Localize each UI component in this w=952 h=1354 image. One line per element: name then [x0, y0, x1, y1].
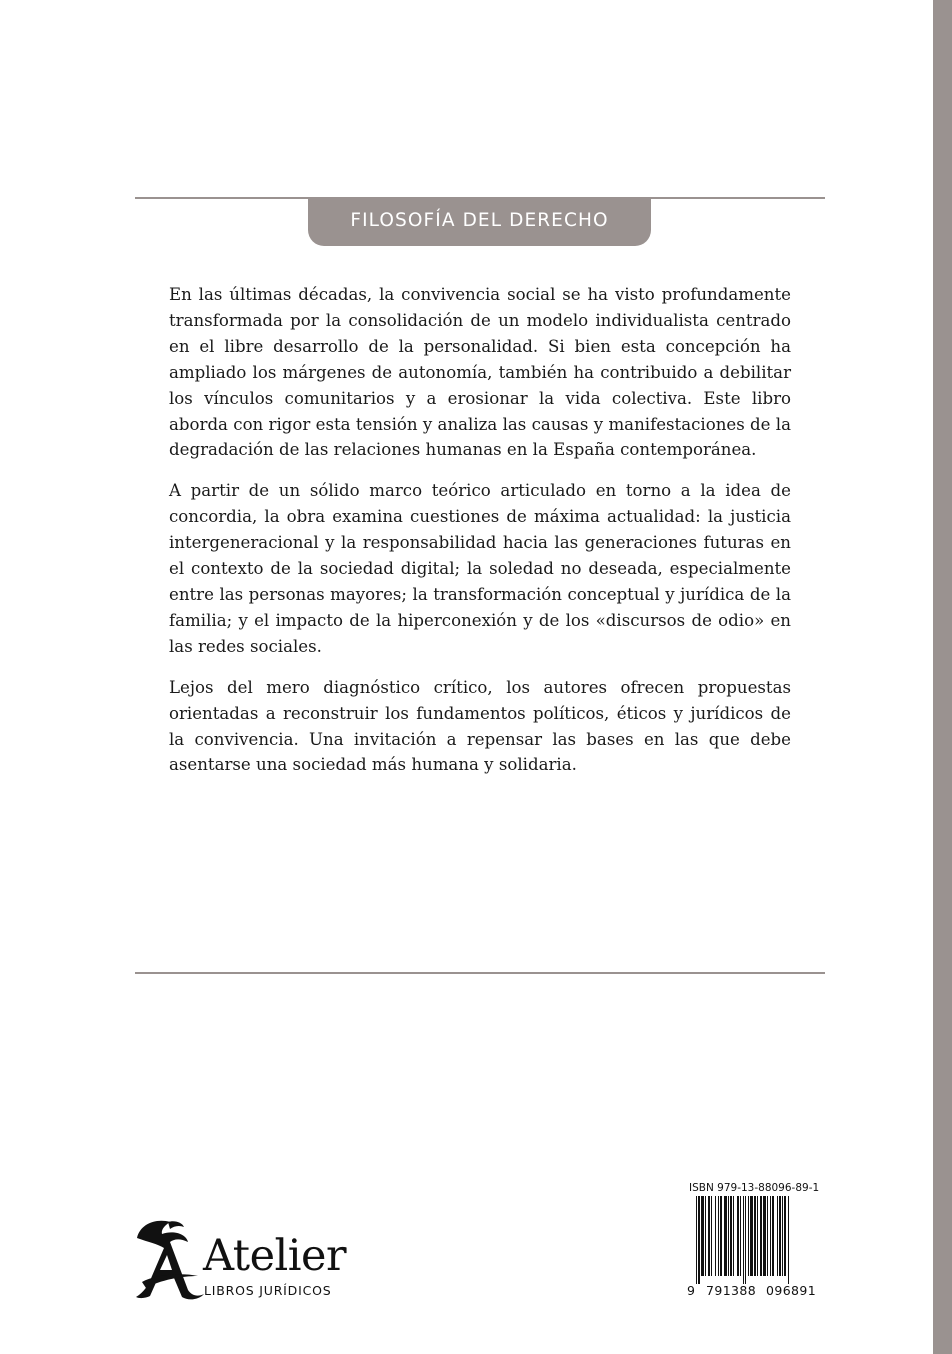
category-tab [308, 197, 651, 246]
atelier-a-logo-icon [134, 1218, 208, 1300]
barcode-bar [720, 1196, 722, 1276]
barcode-bar [724, 1196, 727, 1276]
barcode-bar [770, 1196, 771, 1276]
barcode-bar [757, 1196, 758, 1276]
barcode-bar [740, 1196, 741, 1276]
publisher-logo [134, 1218, 354, 1302]
publisher-name: Atelier [203, 1231, 347, 1281]
barcode-digits-left: 791388 [706, 1283, 757, 1298]
barcode-bar [733, 1196, 734, 1276]
publisher-subtitle: LIBROS JURÍDICOS [204, 1283, 332, 1298]
barcode-bar [743, 1196, 744, 1284]
isbn-barcode-block [688, 1182, 825, 1300]
bottom-divider [135, 972, 825, 974]
synopsis-paragraph-2: A partir de un sólido marco teórico articulado en torno a la idea de concordia, la obra examina cuestiones de máxima actualidad: la justicia intergeneracional y la responsabilidad hacia las generaciones futuras en el contexto de la sociedad digital; la soledad no deseada, especialmente entre las personas mayores; la transformación conceptual y jurídica de la familia; y el impacto de la hiperconexión y de los «discursos de odio» en las redes sociales. [169, 481, 791, 656]
barcode-bar [718, 1196, 719, 1276]
barcode-bar [701, 1196, 704, 1276]
barcode-bar [763, 1196, 766, 1276]
barcode-bar [745, 1196, 746, 1284]
category-label: FILOSOFÍA DEL DERECHO [350, 209, 609, 231]
synopsis-paragraph-3: Lejos del mero diagnóstico crítico, los autores ofrecen propuestas orientadas a reconstruir los fundamentos políticos, éticos y jurídicos de la convivencia. Una invitación a repensar las bases en las que debe asentarse una sociedad más humana y solidaria. [169, 677, 791, 775]
barcode-digits-right: 096891 [766, 1283, 817, 1298]
barcode-bar [760, 1196, 762, 1276]
barcode-bar [777, 1196, 778, 1276]
synopsis [169, 282, 791, 793]
barcode-bar [772, 1196, 774, 1276]
barcode-bar [705, 1196, 706, 1276]
barcode [688, 1196, 825, 1284]
synopsis-paragraph-1: En las últimas décadas, la convivencia social se ha visto profundamente transformada por la consolidación de un modelo individualista centrado en el libre desarrollo de la personalidad. Si bien esta concepción ha ampliado los márgenes de autonomía, también ha contribuido a debilitar los vínculos comunitarios y a erosionar la vida colectiva. Este libro aborda con rigor esta tensión y analiza las causas y manifestaciones de la degradación de las relaciones humanas en la España contemporánea. [169, 285, 791, 460]
barcode-bar [715, 1196, 716, 1276]
barcode-bar [696, 1196, 697, 1284]
barcode-bar [782, 1196, 783, 1276]
barcode-bar [728, 1196, 729, 1276]
barcode-bar [779, 1196, 781, 1276]
spine-band [933, 0, 952, 1354]
barcode-bar [708, 1196, 710, 1276]
barcode-bar [698, 1196, 700, 1284]
barcode-bar [730, 1196, 732, 1276]
isbn-label: ISBN 979-13-88096-89-1 [689, 1182, 820, 1194]
barcode-bar [711, 1196, 712, 1276]
barcode-bar [788, 1196, 789, 1284]
barcode-bar [748, 1196, 749, 1276]
barcode-bar [737, 1196, 739, 1276]
barcode-bar [754, 1196, 756, 1276]
barcode-bar [784, 1196, 786, 1276]
barcode-bar [750, 1196, 753, 1276]
barcode-digit-first: 9 [687, 1283, 695, 1298]
barcode-bar [767, 1196, 768, 1276]
